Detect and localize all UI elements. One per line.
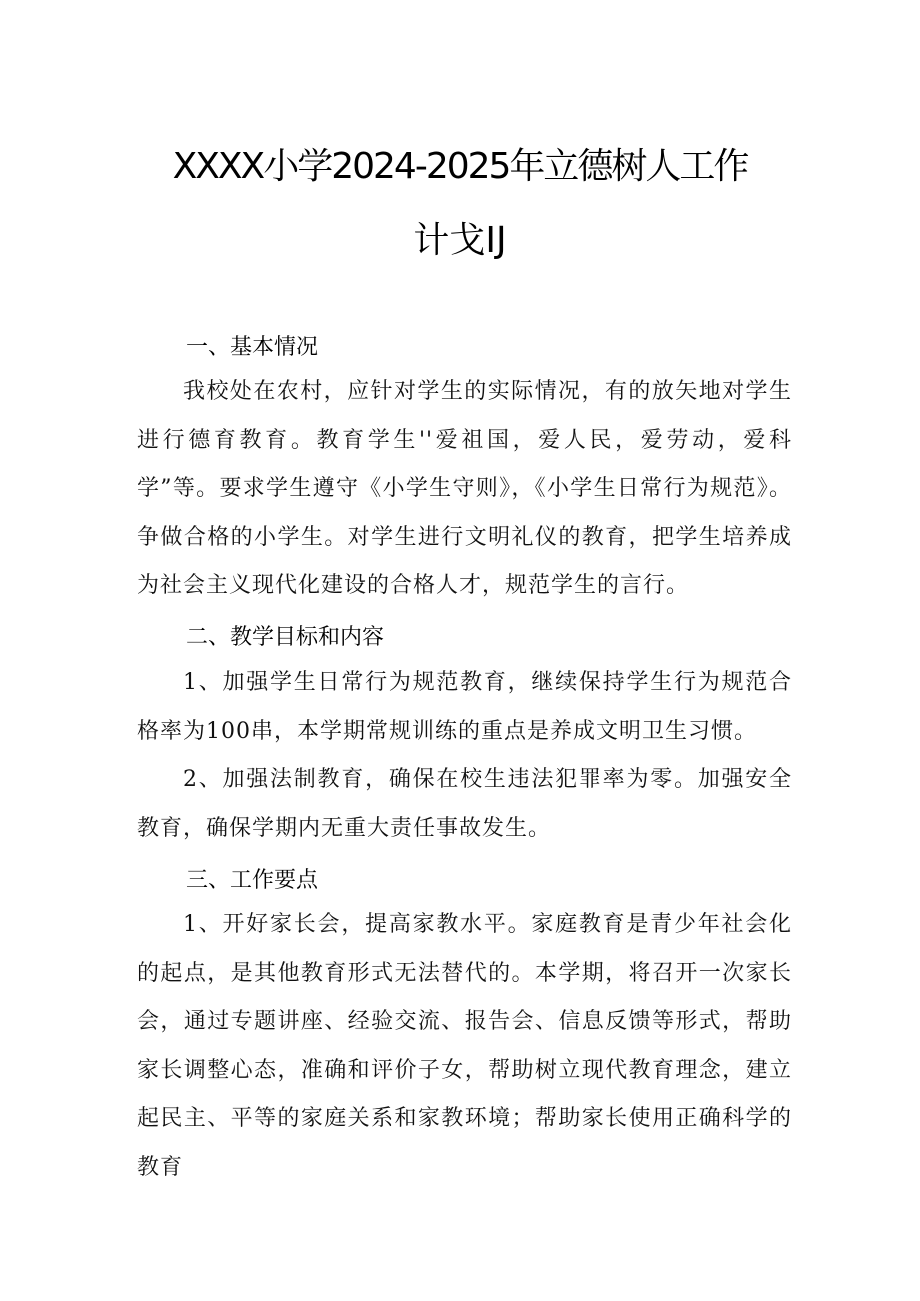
document-title-line-2: 计戈IJ [413, 220, 507, 261]
paragraph-work-point-1: 1、开好家长会，提高家教水平。家庭教育是青少年社会化的起点，是其他教育形式无法替代的。本学期，将召开一次家长会，通过专题讲座、经验交流、报告会、信息反馈等形式，帮助家长调整心态，准确和评价子女，帮助树立现代教育理念，建立起民主、平等的家庭关系和家教环境；帮助家长使用正确科学的教育 [137, 912, 792, 1180]
section-heading-work-points: 三、工作要点 [186, 868, 319, 893]
document-title-line-1: XXXX小学2024-2025年立德树人工作 [172, 146, 748, 187]
paragraph-goal-1: 1、加强学生日常行为规范教育，继续保持学生行为规范合格率为100串，本学期常规训练的重点是养成文明卫生习惯。 [137, 670, 792, 744]
section-heading-goals-content: 二、教学目标和内容 [186, 625, 385, 650]
section-heading-basic-situation: 一、基本情况 [186, 335, 319, 360]
paragraph-goal-2: 2、加强法制教育，确保在校生违法犯罪率为零。加强安全教育，确保学期内无重大责任事故发生。 [137, 767, 792, 841]
paragraph-basic-situation: 我校处在农村，应针对学生的实际情况，有的放矢地对学生进行德育教育。教育学生''爱祖国，爱人民，爱劳动，爱科学”等。要求学生遵守《小学生守则》，《小学生日常行为规范》。争做合格的小学生。对学生进行文明礼仪的教育，把学生培养成为社会主义现代化建设的合格人才，规范学生的言行。 [137, 379, 792, 598]
